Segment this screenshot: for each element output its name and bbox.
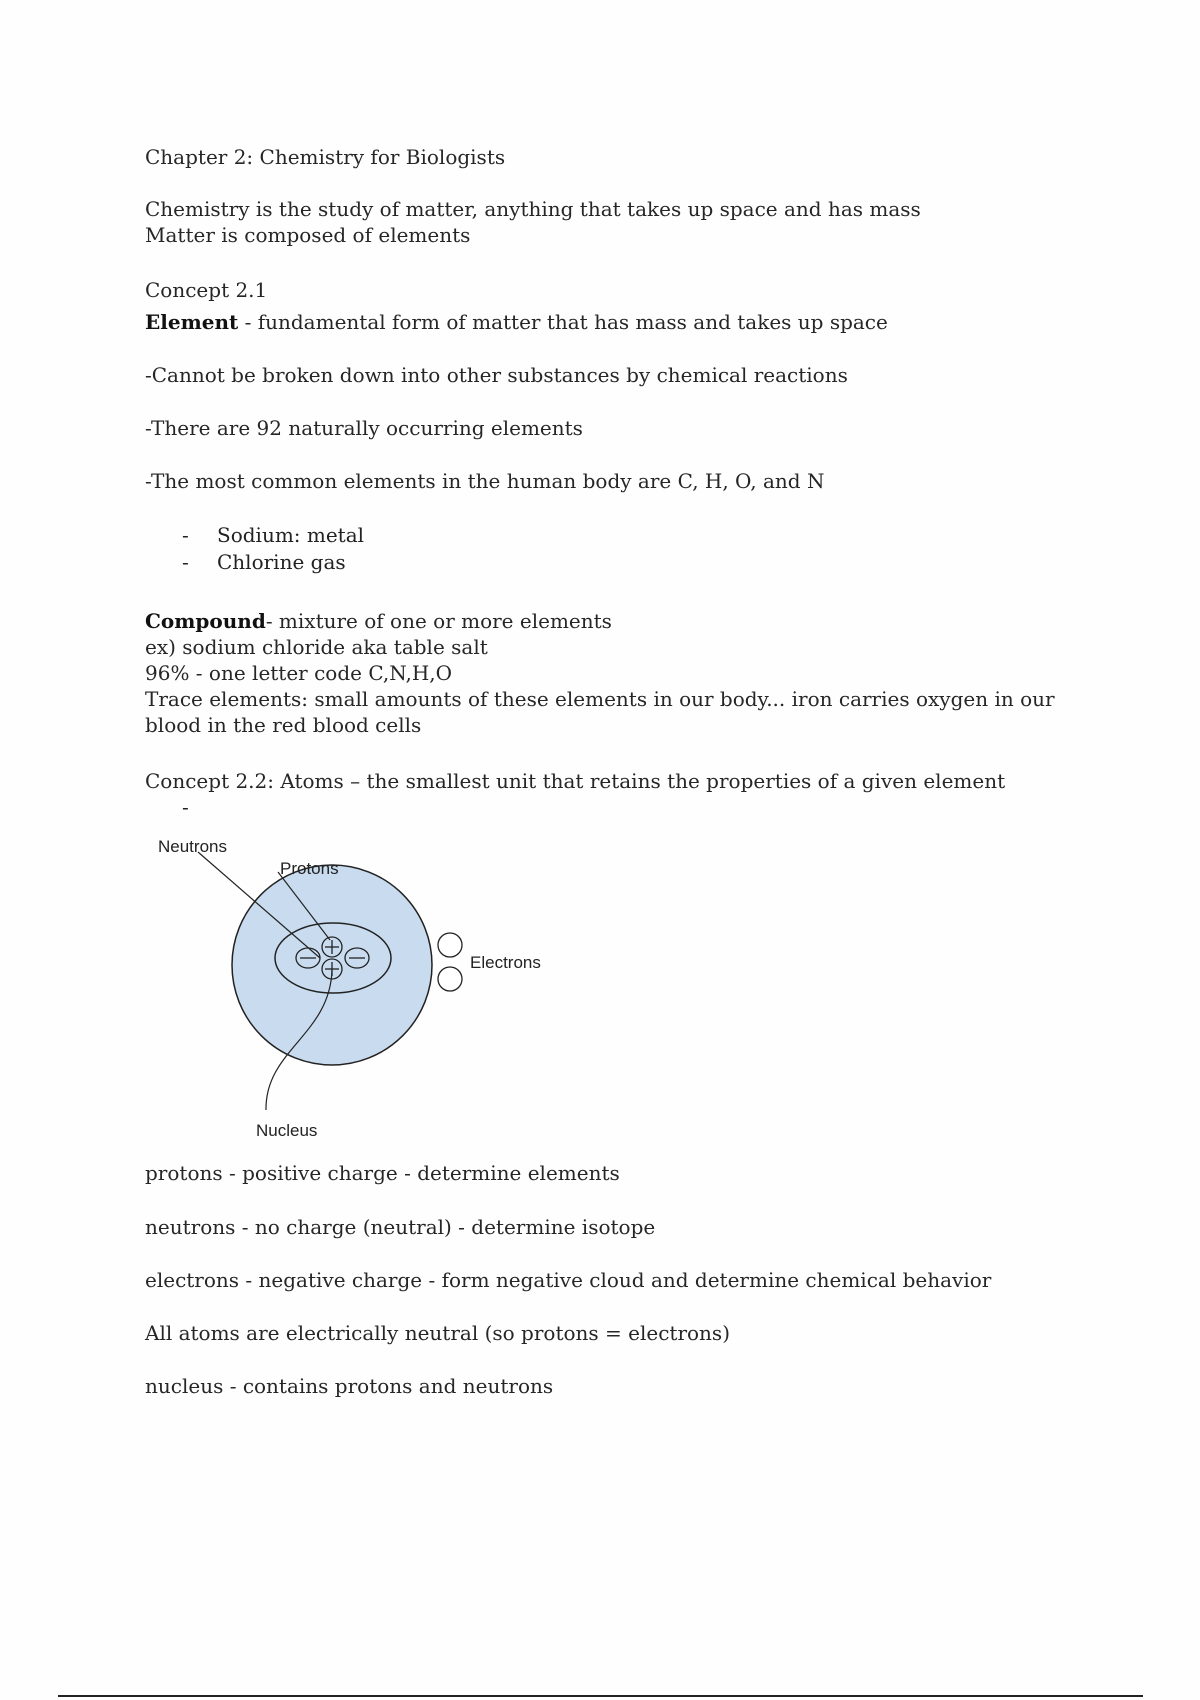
protons-definition: protons - positive charge - determine elements: [145, 1161, 620, 1185]
element-term: Element: [145, 310, 239, 334]
intro-line-2: Matter is composed of elements: [145, 223, 471, 247]
element-definition: [145, 309, 888, 335]
bullet-marker: -: [182, 523, 189, 547]
nucleus-definition: nucleus - contains protons and neutrons: [145, 1374, 554, 1398]
electrons-label: Electrons: [470, 953, 541, 972]
trace-elements: Trace elements: small amounts of these elements in our body... iron carries oxygen in our blood in the red blood cells: [145, 687, 1055, 737]
electron-particle: [438, 933, 462, 957]
note-92-elements: -There are 92 naturally occurring elements: [145, 416, 583, 440]
neutrons-definition: neutrons - no charge (neutral) - determine isotope: [145, 1215, 656, 1239]
note-cannot-break-down: -Cannot be broken down into other substances by chemical reactions: [145, 363, 848, 387]
compound-code: 96% - one letter code C,N,H,O: [145, 661, 453, 685]
protons-label: Protons: [280, 859, 339, 878]
atom-diagram: [150, 830, 570, 1150]
bullet-chlorine: Chlorine gas: [217, 550, 346, 574]
bullet-marker: -: [182, 550, 189, 574]
nucleus-label: Nucleus: [256, 1121, 318, 1140]
neutral-note: All atoms are electrically neutral (so protons = electrons): [145, 1321, 730, 1345]
concept-2-2-dash: -: [182, 795, 189, 819]
electrons-definition: electrons - negative charge - form negative cloud and determine chemical behavior: [145, 1268, 992, 1292]
note-common-elements: -The most common elements in the human body are C, H, O, and N: [145, 469, 825, 493]
neutrons-label: Neutrons: [158, 837, 227, 856]
concept-2-1-heading: Concept 2.1: [145, 278, 268, 302]
bullet-sodium: Sodium: metal: [217, 523, 365, 547]
compound-example: ex) sodium chloride aka table salt: [145, 635, 488, 659]
chapter-title: Chapter 2: Chemistry for Biologists: [145, 145, 506, 169]
intro-line-1: Chemistry is the study of matter, anything that takes up space and has mass: [145, 197, 921, 221]
page-bottom-rule: [58, 1695, 1143, 1697]
element-def-text: - fundamental form of matter that has mass and takes up space: [238, 310, 888, 334]
compound-term: Compound: [145, 609, 266, 633]
concept-2-2-heading: Concept 2.2: Atoms – the smallest unit that retains the properties of a given element: [145, 769, 1006, 793]
compound-definition: [145, 608, 612, 634]
compound-def-text: - mixture of one or more elements: [265, 609, 612, 633]
electron-particle: [438, 967, 462, 991]
